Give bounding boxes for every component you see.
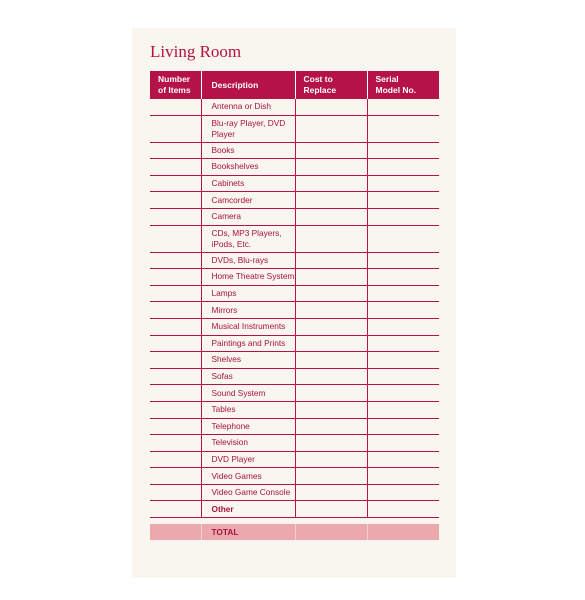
description-cell (201, 99, 295, 115)
total-number-cell[interactable] (150, 524, 201, 540)
number-of-items-cell[interactable] (150, 302, 201, 319)
description-line1: Musical Instruments (211, 321, 286, 332)
cost-to-replace-cell[interactable] (295, 501, 367, 518)
cost-to-replace-cell[interactable] (295, 418, 367, 435)
header-number-line1: Number (158, 74, 191, 84)
table-row (150, 115, 439, 142)
description-line1: Home Theatre System (211, 271, 295, 282)
serial-model-no-cell[interactable] (367, 115, 439, 142)
table-row (150, 418, 439, 435)
number-of-items-cell[interactable] (150, 468, 201, 485)
table-row (150, 368, 439, 385)
description-cell (201, 225, 295, 252)
header-serial-model-no (367, 71, 439, 99)
table-row (150, 269, 439, 286)
description-cell (201, 451, 295, 468)
description-line1: Tables (211, 404, 236, 415)
serial-model-no-cell[interactable] (367, 368, 439, 385)
table-row (150, 318, 439, 335)
header-description-label: Description (211, 79, 259, 90)
number-of-items-cell[interactable] (150, 318, 201, 335)
serial-model-no-cell[interactable] (367, 159, 439, 176)
cost-to-replace-cell[interactable] (295, 192, 367, 209)
table-row (150, 225, 439, 252)
number-of-items-cell[interactable] (150, 368, 201, 385)
number-of-items-cell[interactable] (150, 252, 201, 269)
table-body (150, 99, 439, 540)
serial-model-no-cell[interactable] (367, 451, 439, 468)
description-line1: Lamps (211, 288, 237, 299)
description-cell (201, 484, 295, 501)
cost-to-replace-cell[interactable] (295, 225, 367, 252)
cost-to-replace-cell[interactable] (295, 115, 367, 142)
cost-to-replace-cell[interactable] (295, 302, 367, 319)
serial-model-no-cell[interactable] (367, 468, 439, 485)
description-line1: Television (211, 437, 248, 448)
description-cell (201, 159, 295, 176)
serial-model-no-cell[interactable] (367, 435, 439, 452)
description-cell (201, 368, 295, 385)
inventory-card (132, 28, 456, 578)
table-row (150, 385, 439, 402)
number-of-items-cell[interactable] (150, 451, 201, 468)
description-cell (201, 318, 295, 335)
table-row (150, 435, 439, 452)
serial-model-no-cell[interactable] (367, 302, 439, 319)
description-line1: CDs, MP3 Players, (211, 227, 282, 238)
description-cell (201, 175, 295, 192)
serial-model-no-cell[interactable] (367, 225, 439, 252)
description-line1: Telephone (211, 420, 250, 431)
table-row (150, 352, 439, 369)
number-of-items-cell[interactable] (150, 192, 201, 209)
description-line1: Camcorder (211, 194, 253, 205)
number-of-items-cell[interactable] (150, 501, 201, 518)
description-line1: Video Games (211, 470, 262, 481)
cost-to-replace-cell[interactable] (295, 175, 367, 192)
table-row (150, 401, 439, 418)
table-row (150, 501, 439, 518)
cost-to-replace-cell[interactable] (295, 318, 367, 335)
header-serial-line2: Model No. (375, 85, 417, 95)
cost-to-replace-cell[interactable] (295, 484, 367, 501)
description-line1: DVD Player (211, 453, 255, 464)
total-row (150, 524, 439, 540)
inventory-table (150, 71, 439, 540)
header-cost-to-replace (295, 71, 367, 99)
number-of-items-cell[interactable] (150, 435, 201, 452)
cost-to-replace-cell[interactable] (295, 142, 367, 159)
table-row (150, 252, 439, 269)
description-cell (201, 335, 295, 352)
cost-to-replace-cell[interactable] (295, 385, 367, 402)
header-serial-line1: Serial (375, 74, 399, 84)
description-line1: Bookshelves (211, 161, 259, 172)
serial-model-no-cell[interactable] (367, 269, 439, 286)
table-row (150, 335, 439, 352)
description-cell (201, 269, 295, 286)
number-of-items-cell[interactable] (150, 385, 201, 402)
serial-model-no-cell[interactable] (367, 175, 439, 192)
number-of-items-cell[interactable] (150, 99, 201, 115)
cost-to-replace-cell[interactable] (295, 468, 367, 485)
serial-model-no-cell[interactable] (367, 285, 439, 302)
table-row (150, 468, 439, 485)
cost-to-replace-cell[interactable] (295, 159, 367, 176)
cost-to-replace-cell[interactable] (295, 269, 367, 286)
description-cell (201, 468, 295, 485)
description-cell (201, 208, 295, 225)
table-row (150, 142, 439, 159)
table-row (150, 302, 439, 319)
header-cost-line2: Replace (303, 85, 337, 95)
serial-model-no-cell[interactable] (367, 335, 439, 352)
description-cell (201, 385, 295, 402)
description-line1: Sound System (211, 387, 266, 398)
serial-model-no-cell[interactable] (367, 484, 439, 501)
cost-to-replace-cell[interactable] (295, 352, 367, 369)
description-line1: Sofas (211, 371, 233, 382)
number-of-items-cell[interactable] (150, 142, 201, 159)
description-line1: Video Game Console (211, 487, 291, 498)
cost-to-replace-cell[interactable] (295, 451, 367, 468)
number-of-items-cell[interactable] (150, 418, 201, 435)
description-cell (201, 192, 295, 209)
table-row (150, 175, 439, 192)
number-of-items-cell[interactable] (150, 269, 201, 286)
cost-to-replace-cell[interactable] (295, 208, 367, 225)
serial-model-no-cell[interactable] (367, 318, 439, 335)
description-cell (201, 352, 295, 369)
number-of-items-cell[interactable] (150, 115, 201, 142)
description-line1: Paintings and Prints (211, 337, 286, 348)
total-serial-cell[interactable] (367, 524, 439, 540)
serial-model-no-cell[interactable] (367, 352, 439, 369)
serial-model-no-cell[interactable] (367, 99, 439, 115)
description-cell (201, 142, 295, 159)
description-line2: iPods, Etc. (211, 238, 252, 249)
cost-to-replace-cell[interactable] (295, 435, 367, 452)
description-cell (201, 418, 295, 435)
description-cell (201, 285, 295, 302)
number-of-items-cell[interactable] (150, 159, 201, 176)
header-row (150, 71, 439, 99)
serial-model-no-cell[interactable] (367, 401, 439, 418)
header-cost-line1: Cost to (303, 74, 333, 84)
table-row (150, 159, 439, 176)
cost-to-replace-cell[interactable] (295, 401, 367, 418)
total-label: TOTAL (201, 524, 295, 540)
serial-model-no-cell[interactable] (367, 192, 439, 209)
description-line1: Books (211, 144, 235, 155)
table-row (150, 451, 439, 468)
number-of-items-cell[interactable] (150, 352, 201, 369)
serial-model-no-cell[interactable] (367, 208, 439, 225)
description-line1: Cabinets (211, 178, 245, 189)
description-line1: Blu-ray Player, DVD (211, 117, 286, 128)
description-line1: Mirrors (211, 304, 238, 315)
description-line1: DVDs, Blu-rays (211, 254, 269, 265)
number-of-items-cell[interactable] (150, 401, 201, 418)
number-of-items-cell[interactable] (150, 175, 201, 192)
header-description (201, 71, 295, 99)
table-row (150, 285, 439, 302)
cost-to-replace-cell[interactable] (295, 252, 367, 269)
description-cell (201, 401, 295, 418)
description-line1: Other (211, 503, 234, 514)
serial-model-no-cell[interactable] (367, 252, 439, 269)
cost-to-replace-cell[interactable] (295, 99, 367, 115)
description-cell (201, 252, 295, 269)
description-cell (201, 302, 295, 319)
number-of-items-cell[interactable] (150, 484, 201, 501)
number-of-items-cell[interactable] (150, 225, 201, 252)
serial-model-no-cell[interactable] (367, 501, 439, 518)
number-of-items-cell[interactable] (150, 208, 201, 225)
serial-model-no-cell[interactable] (367, 418, 439, 435)
description-line2: Player (211, 128, 236, 139)
table-row (150, 99, 439, 115)
total-cost-cell[interactable] (295, 524, 367, 540)
number-of-items-cell[interactable] (150, 285, 201, 302)
description-cell (201, 501, 295, 518)
serial-model-no-cell[interactable] (367, 142, 439, 159)
cost-to-replace-cell[interactable] (295, 368, 367, 385)
description-line1: Shelves (211, 354, 242, 365)
description-line1: Camera (211, 211, 242, 222)
description-cell (201, 115, 295, 142)
page-title: Living Room (150, 42, 242, 61)
table-row (150, 484, 439, 501)
description-cell (201, 435, 295, 452)
header-number-of-items (150, 71, 201, 99)
cost-to-replace-cell[interactable] (295, 335, 367, 352)
header-number-line2: of Items (158, 85, 191, 95)
table-row (150, 192, 439, 209)
table-row (150, 208, 439, 225)
number-of-items-cell[interactable] (150, 335, 201, 352)
description-line1: Antenna or Dish (211, 101, 271, 112)
serial-model-no-cell[interactable] (367, 385, 439, 402)
cost-to-replace-cell[interactable] (295, 285, 367, 302)
